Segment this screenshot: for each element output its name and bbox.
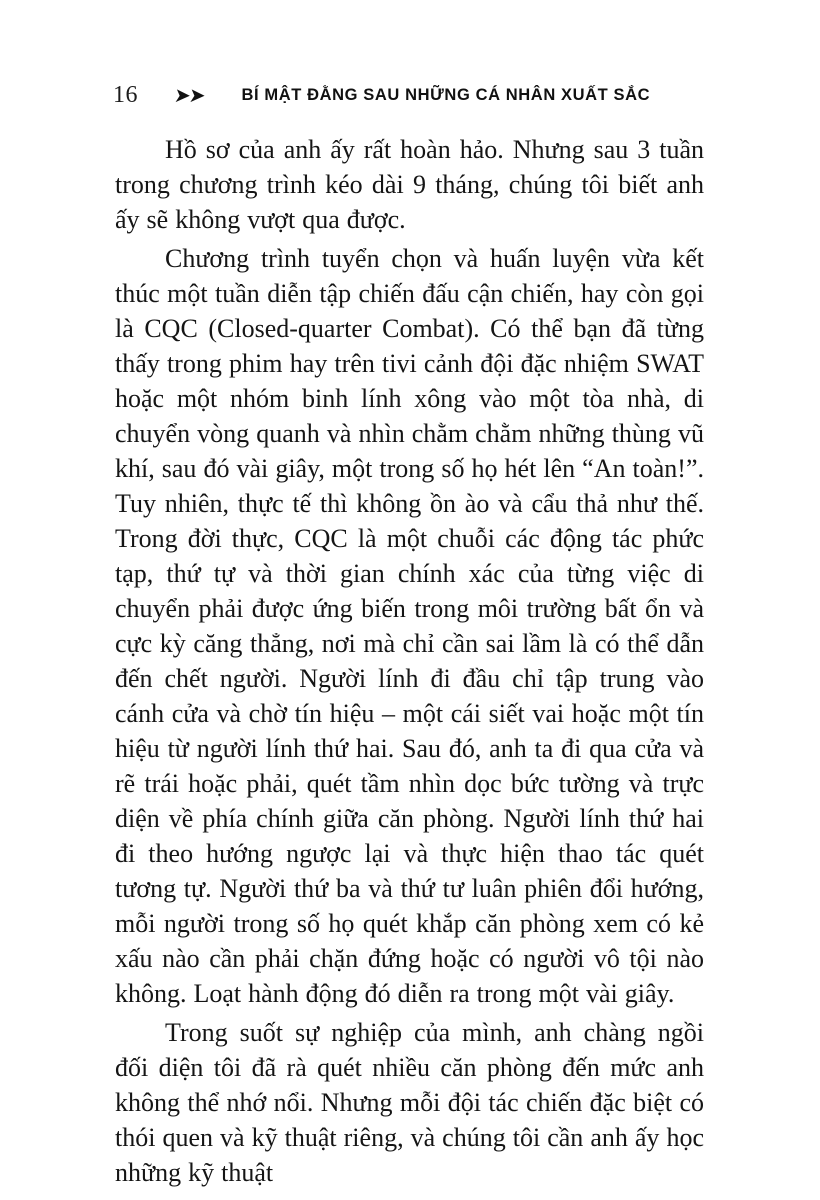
page-number: 16 [113,82,138,108]
paragraph: Trong suốt sự nghiệp của mình, anh chàng ngồi đối diện tôi đã rà quét nhiều căn phòng đến mức anh không thể nhớ nổi. Nhưng mỗi đội tác chiến đặc biệt có thói quen và kỹ thuật riêng, và chúng tôi cần anh ấy học những kỹ thuật [115,1018,704,1187]
article-body [115,132,704,1194]
paragraph: Hồ sơ của anh ấy rất hoàn hảo. Nhưng sau 3 tuần trong chương trình kéo dài 9 tháng, chúng tôi biết anh ấy sẽ không vượt qua được. [115,135,704,234]
double-arrow-icon: ➤➤ [172,84,205,107]
running-title: BÍ MẬT ĐẰNG SAU NHỮNG CÁ NHÂN XUẤT SẮC [241,86,651,104]
paragraph: Chương trình tuyển chọn và huấn luyện vừa kết thúc một tuần diễn tập chiến đấu cận chiến, hay còn gọi là CQC (Closed-quarter Combat). Có thể bạn đã từng thấy trong phim hay trên tivi cảnh đội đặc nhiệm SWAT hoặc một nhóm binh lính xông vào một tòa nhà, di chuyển vòng quanh và nhìn chằm chằm những thùng vũ khí, sau đó vài giây, một trong số họ hét lên “An toàn!”. Tuy nhiên, thực tế thì không ồn ào và cẩu thả như thế. Trong đời thực, CQC là một chuỗi các động tác phức tạp, thứ tự và thời gian chính xác của từng việc di chuyển phải được ứng biến trong môi trường bất ổn và cực kỳ căng thẳng, nơi mà chỉ cần sai lầm là có thể dẫn đến chết người. Người lính đi đầu chỉ tập trung vào cánh cửa và chờ tín hiệu – một cái siết vai hoặc một tín hiệu từ người lính thứ hai. Sau đó, anh ta đi qua cửa và rẽ trái hoặc phải, quét tầm nhìn dọc bức tường và trực diện về phía chính giữa căn phòng. Người lính thứ hai đi theo hướng ngược lại và thực hiện thao tác quét tương tự. Người thứ ba và thứ tư luân phiên đổi hướng, mỗi người trong số họ quét khắp căn phòng xem có kẻ xấu nào cần phải chặn đứng hoặc có người vô tội nào không. Loạt hành động đó diễn ra trong một vài giây. [115,244,704,1008]
running-header [113,82,710,109]
